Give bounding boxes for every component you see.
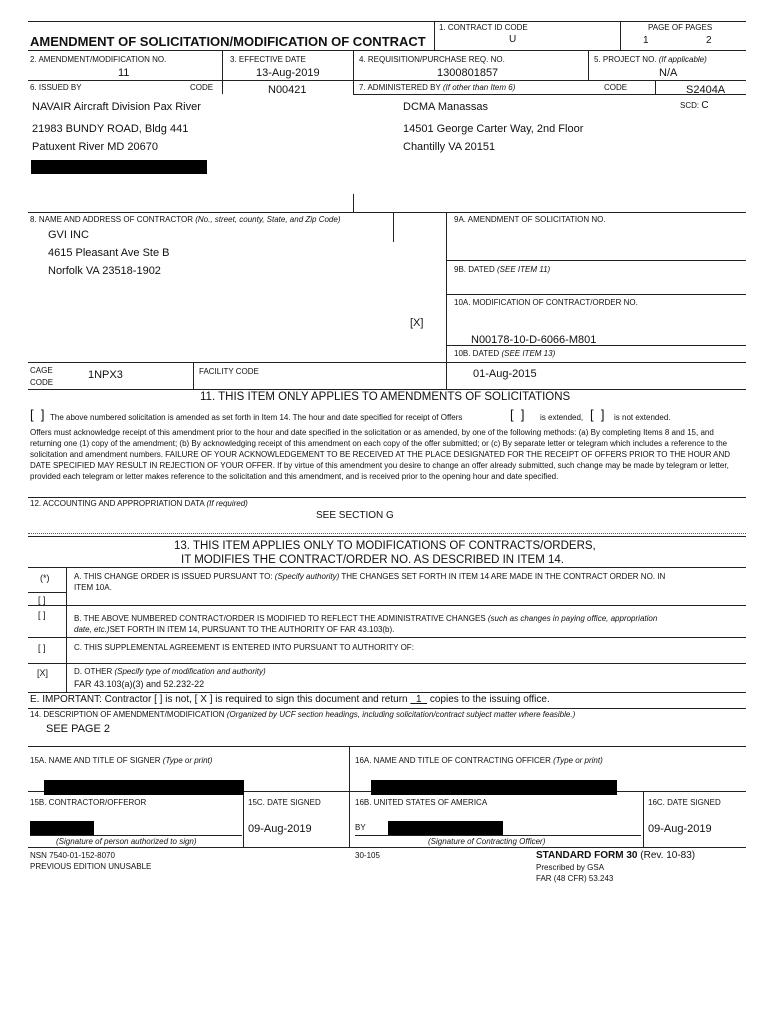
item15-top-rule [28, 746, 746, 747]
item15b-label: 15B. CONTRACTOR/OFFEROR [30, 798, 147, 807]
sig16-caption: (Signature of Contracting Officer) [428, 837, 546, 846]
contract-id-value: U [509, 34, 517, 45]
item13a-rule [28, 567, 746, 568]
admin-code-value: S2404A [686, 84, 726, 96]
item15c-label: 15C. DATE SIGNED [248, 798, 321, 807]
nsn: NSN 7540-01-152-8070 [30, 851, 115, 860]
issuer-line1: NAVAIR Aircraft Division Pax River [32, 101, 201, 113]
officer-signature [388, 821, 503, 835]
item10a-rule [446, 294, 746, 295]
facility-code-label: FACILITY CODE [199, 367, 259, 376]
item11-title: 11. THIS ITEM ONLY APPLIES TO AMENDMENTS OF SOLICITATIONS [200, 391, 571, 403]
admin-line3: Chantilly VA 20151 [403, 141, 496, 153]
item16b-label: 16B. UNITED STATES OF AMERICA [355, 798, 488, 807]
item16c-value: 09-Aug-2019 [648, 823, 712, 835]
item12-label-note: (If required) [206, 499, 248, 508]
item13a-text2: ITEM 10A. [74, 583, 112, 592]
issuer-line2: 21983 BUNDY ROAD, Bldg 441 [32, 123, 189, 135]
item10-checkbox[interactable]: [X] [410, 317, 424, 329]
page-value: 1 [643, 35, 649, 46]
itemE-prefix: E. IMPORTANT: Contractor [ [30, 694, 157, 705]
project-no-value: N/A [659, 67, 678, 79]
item12-rule [28, 497, 746, 498]
item13d-rule [28, 663, 746, 664]
v-item16c [643, 791, 644, 847]
v-effdate [222, 50, 223, 94]
itemE-is-not: ] is not, [ [159, 694, 198, 705]
cage-rule [28, 362, 746, 363]
item13-title1: 13. THIS ITEM APPLIES ONLY TO MODIFICATIONS OF CONTRACTS/ORDERS, [174, 540, 596, 552]
item15a-label-text: 15A. NAME AND TITLE OF SIGNER [30, 756, 161, 765]
contractor-label-text: 8. NAME AND ADDRESS OF CONTRACTOR [30, 215, 193, 224]
v-req [353, 50, 354, 94]
footer-rule [28, 847, 746, 848]
item14-value: SEE PAGE 2 [46, 723, 110, 735]
item13-top-rule [28, 536, 746, 537]
item14-label-text: 14. DESCRIPTION OF AMENDMENT/MODIFICATION [30, 710, 225, 719]
item13a-note: (Specify authority) [274, 572, 340, 581]
item12-value: SEE SECTION G [316, 510, 394, 521]
item13c-text: C. THIS SUPPLEMENTAL AGREEMENT IS ENTERED INTO PURSUANT TO AUTHORITY OF: [74, 643, 414, 652]
issuer-line3: Patuxent River MD 20670 [32, 141, 158, 153]
sig15-line [30, 835, 242, 836]
item13c-rule [28, 637, 746, 638]
admin-code-label: CODE [604, 83, 628, 92]
item15a-label-note: (Type or print) [162, 756, 213, 765]
administered-by-text: 7. ADMINISTERED BY [359, 83, 441, 92]
v-item13-marks [66, 567, 67, 692]
itemE-copies: 1 [415, 694, 422, 705]
scd-label [680, 100, 709, 111]
issued-by-label: 6. ISSUED BY [30, 83, 82, 92]
v-proj [588, 50, 589, 80]
v-sig-tick [353, 194, 354, 212]
item9b-text: 9B. DATED [454, 265, 495, 274]
item13b-note1: (such as changes in paying office, appropriation [487, 614, 658, 623]
contractor-label-note: (No., street, county, State, and Zip Code) [195, 215, 341, 224]
itemE-rule [28, 692, 746, 693]
contractor-addr1: 4615 Pleasant Ave Ste B [48, 247, 170, 259]
itemE-checkbox-required[interactable]: X [200, 694, 207, 705]
v-item9 [446, 212, 447, 362]
item13b-text1a: B. THE ABOVE NUMBERED CONTRACT/ORDER IS MODIFIED TO REFLECT THE ADMINISTRATIVE CHANGES [74, 614, 486, 623]
effective-date-label: 3. EFFECTIVE DATE [230, 55, 306, 64]
administered-by-note: (If other than Item 6) [442, 83, 516, 92]
item13-blank-rule [28, 592, 66, 593]
form-number: 30-105 [355, 851, 380, 860]
sig16-line [355, 835, 641, 836]
row2-rule [28, 80, 746, 81]
section8-top-rule [28, 212, 746, 213]
item13-blank-checkbox[interactable]: [ ] [38, 595, 46, 605]
item13a-text1 [74, 572, 665, 581]
itemE-line [30, 694, 550, 705]
item13c-checkbox[interactable]: [ ] [38, 643, 46, 653]
item13d-value: FAR 43.103(a)(3) and 52.232-22 [74, 679, 205, 689]
item11-not-extended: is not extended. [614, 413, 671, 422]
item13a-mark: (*) [40, 573, 50, 583]
v-page [620, 21, 621, 50]
item10a-value: N00178-10-D-6066-M801 [471, 334, 597, 346]
amendment-no-value: 11 [118, 67, 130, 79]
itemE-rest: ] is required to sign this document and return [209, 694, 408, 705]
item14-label-note: (Organized by UCF section headings, including solicitation/contract subject matter where feasible.) [226, 710, 576, 719]
scd-label-text: SCD: [680, 101, 700, 110]
item11-top-rule [28, 389, 746, 390]
prescribed-by: Prescribed by GSA [536, 863, 605, 872]
item13d-text [74, 667, 266, 676]
by-label: BY [355, 823, 366, 832]
previous-edition: PREVIOUS EDITION UNUSABLE [30, 862, 152, 871]
item13b-checkbox[interactable]: [ ] [38, 610, 46, 620]
amendment-no-label: 2. AMENDMENT/MODIFICATION NO. [30, 55, 167, 64]
item11-line1: The above numbered solicitation is amended as set forth in Item 14. The hour and date specified for receipt of Offers [50, 413, 463, 422]
title-rule [28, 50, 746, 51]
item11-paragraph: Offers must acknowledge receipt of this amendment prior to the hour and date specified in the solicitation or as amended, by one of the following methods: (a) By completing Items 8 and 15, and returning one (1) copy of the amendment; (b) By acknowledging receipt of this amendment on each copy of the offer submitted; or (c) By separate letter or telegram which includes a reference to the solicitation and amendment numbers. FAILURE OF YOUR ACKNOWLEDGEMENT TO BE RECEIVED AT THE PLACE DESIGNATED FOR THE RECEIPT OF OFFERS PRIOR TO THE HOUR AND DATE SPECIFIED MAY RESULT IN REJECTION OF YOUR OFFER. If by virtue of this amendment you desire to change an offer already submitted, such change may be made by telegram or letter, provided each telegram or letter makes reference to the solicitation and this amendment, and is received prior to the opening hour and date specified. [30, 428, 731, 481]
item11-checkbox-extended[interactable]: [ ] [510, 407, 525, 422]
item14-rule [28, 708, 746, 709]
item13a-text1b: THE CHANGES SET FORTH IN ITEM 14 ARE MADE IN THE CONTRACT ORDER NO. IN [341, 572, 666, 581]
item11-extended: is extended, [540, 413, 584, 422]
item13d-note: (Specify type of modification and authority) [114, 667, 266, 676]
item13b-note2: date, etc.) [74, 625, 110, 634]
v-item8-tick [393, 212, 394, 242]
item13a-text1a: A. THIS CHANGE ORDER IS ISSUED PURSUANT TO: [74, 572, 273, 581]
v-facility2 [446, 362, 447, 389]
contractor-name: GVI INC [48, 229, 89, 241]
effective-date-value: 13-Aug-2019 [256, 67, 320, 79]
form-title: AMENDMENT OF SOLICITATION/MODIFICATION OF CONTRACT [30, 34, 426, 49]
administered-by-label [359, 83, 515, 92]
item13d-checkbox[interactable]: [X] [37, 668, 49, 678]
item9b-rule [446, 260, 746, 261]
item15a-label [30, 756, 212, 765]
standard-form-name: STANDARD FORM 30 [536, 850, 638, 861]
cage-value: 1NPX3 [88, 369, 123, 381]
v-item16 [349, 746, 350, 847]
contractor-addr2: Norfolk VA 23518-1902 [48, 265, 161, 277]
item11-checkbox-amend[interactable]: [ ] [30, 407, 45, 422]
top-rule [28, 21, 746, 22]
cage-label-1: CAGE [30, 366, 53, 375]
admin-line2: 14501 George Carter Way, 2nd Floor [403, 123, 584, 135]
v-item15c [243, 791, 244, 847]
issued-code-value: N00421 [268, 84, 307, 96]
item14-label [30, 710, 575, 719]
item13b-rule [28, 605, 746, 606]
item16a-label [355, 756, 603, 765]
requisition-label: 4. REQUISITION/PURCHASE REQ. NO. [359, 55, 505, 64]
redacted-officer-name [371, 780, 617, 795]
cage-label-2: CODE [30, 378, 54, 387]
far-reference: FAR (48 CFR) 53.243 [536, 874, 614, 883]
item13b-text1 [74, 614, 657, 623]
item10b-note: (SEE ITEM 13) [501, 349, 556, 358]
item13d-text-a: D. OTHER [74, 667, 113, 676]
item16a-label-text: 16A. NAME AND TITLE OF CONTRACTING OFFICER [355, 756, 551, 765]
item12-label [30, 499, 248, 508]
item11-checkbox-not-extended[interactable]: [ ] [590, 407, 605, 422]
item13b-text2 [74, 625, 394, 634]
scd-value: C [701, 100, 709, 111]
item9b-label [454, 265, 550, 274]
item10a-label: 10A. MODIFICATION OF CONTRACT/ORDER NO. [454, 298, 638, 307]
item10b-value: 01-Aug-2015 [473, 368, 537, 380]
sig15-caption: (Signature of person authorized to sign) [56, 837, 197, 846]
redacted-signer-name [44, 780, 244, 795]
item9b-note: (SEE ITEM 11) [496, 265, 551, 274]
project-no-label-text: 5. PROJECT NO. [594, 55, 657, 64]
page-of-pages-label: PAGE OF PAGES [648, 23, 713, 32]
item16a-label-note: (Type or print) [553, 756, 603, 765]
item13-title2: IT MODIFIES THE CONTRACT/ORDER NO. AS DESCRIBED IN ITEM 14. [181, 554, 564, 566]
item15c-value: 09-Aug-2019 [248, 823, 312, 835]
issued-code-label: CODE [190, 83, 214, 92]
dotted-rule [28, 533, 746, 534]
admin-line1: DCMA Manassas [403, 101, 488, 113]
itemE-suffix: copies to the issuing office. [429, 694, 550, 705]
contractor-label [30, 215, 341, 224]
item10b-label [454, 349, 555, 358]
project-no-label-note: (If applicable) [658, 55, 707, 64]
redacted-block [31, 160, 207, 174]
v-facility [193, 362, 194, 389]
contract-id-label: 1. CONTRACT ID CODE [439, 23, 528, 32]
standard-form [536, 850, 695, 861]
item13b-text2b: SET FORTH IN ITEM 14, PURSUANT TO THE AUTHORITY OF FAR 43.103(b). [109, 625, 395, 634]
item12-label-text: 12. ACCOUNTING AND APPROPRIATION DATA [30, 499, 205, 508]
item16c-label: 16C. DATE SIGNED [648, 798, 721, 807]
requisition-value: 1300801857 [437, 67, 499, 79]
v-admincode [655, 80, 656, 94]
pages-value: 2 [706, 35, 712, 46]
contractor-signature [30, 821, 94, 835]
project-no-label [594, 55, 707, 64]
standard-form-rev: (Rev. 10-83) [640, 850, 696, 861]
item10b-text: 10B. DATED [454, 349, 500, 358]
item9a-label: 9A. AMENDMENT OF SOLICITATION NO. [454, 215, 606, 224]
v-contractid [434, 21, 435, 50]
